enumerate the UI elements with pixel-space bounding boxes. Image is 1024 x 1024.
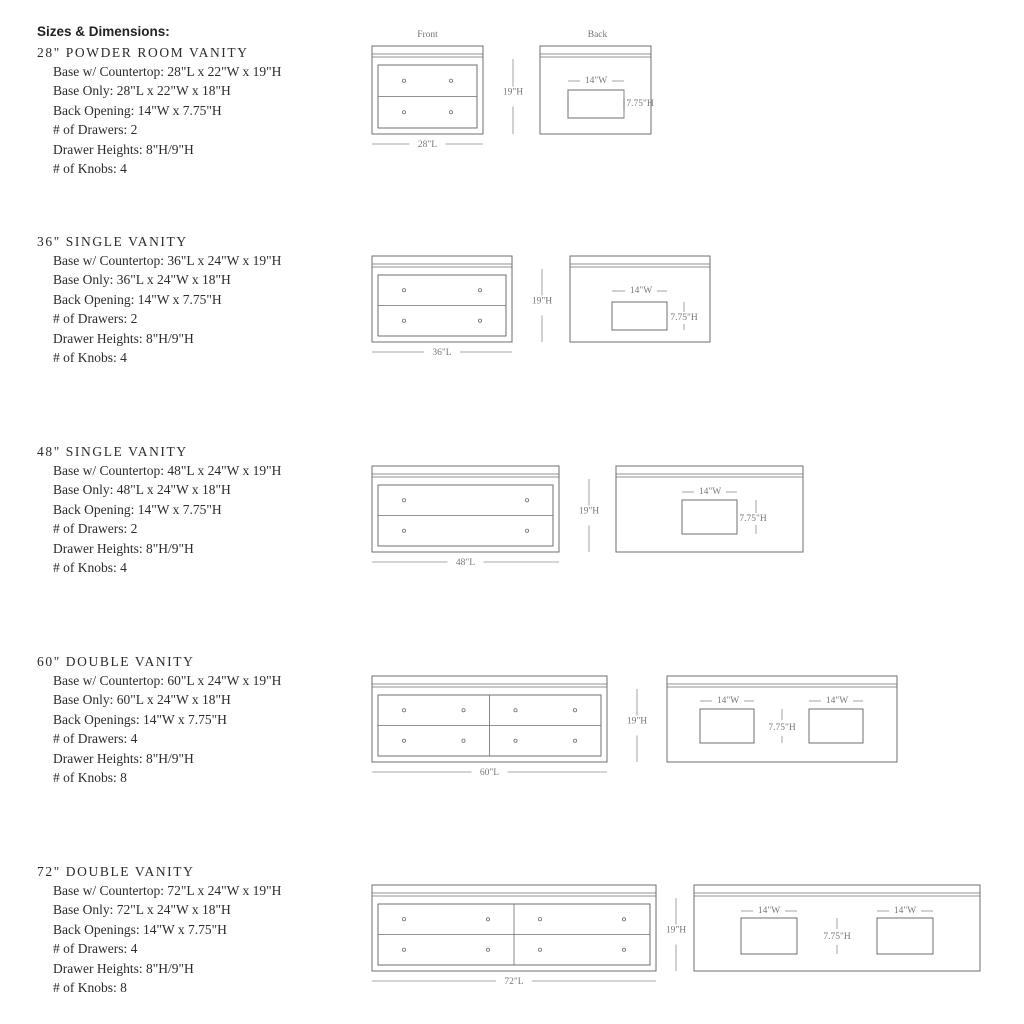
front-outline (372, 885, 656, 971)
drawer-knob (538, 918, 541, 921)
back-opening (809, 709, 863, 743)
spec-base-only: Base Only: 60"L x 24"W x 18"H (53, 692, 231, 708)
spec-back-opening: Back Opening: 14"W x 7.75"H (53, 291, 222, 307)
front-outline (372, 466, 559, 552)
opening-height-dimension (823, 918, 851, 954)
length-dimension (372, 348, 512, 358)
drawer-knob (538, 948, 541, 951)
vanity-title: 48" SINGLE VANITY (37, 444, 188, 459)
back-view-label: Back (587, 30, 608, 41)
vanity-drawing-3 (372, 466, 803, 568)
spec-drawer-count: # of Drawers: 4 (53, 941, 138, 957)
vanity-section (37, 232, 281, 367)
spec-list (37, 62, 281, 178)
front-outline (372, 256, 512, 342)
drawer-knob (449, 79, 452, 82)
drawer-knob (402, 79, 405, 82)
vanity-section (37, 43, 281, 178)
spec-knob-count: # of Knobs: 4 (53, 350, 127, 366)
vanity-section (37, 862, 281, 997)
spec-base-only: Base Only: 48"L x 24"W x 18"H (53, 482, 231, 498)
front-view (372, 676, 607, 762)
spec-drawer-heights: Drawer Heights: 8"H/9"H (53, 141, 194, 157)
length-label: 28"L (417, 140, 438, 151)
opening-height-dimension (624, 90, 654, 118)
vanity-drawing-4 (372, 676, 897, 778)
spec-knob-count: # of Knobs: 8 (53, 770, 127, 786)
opening-width-label: 14"W (584, 76, 608, 87)
opening-height-dimension (670, 302, 698, 330)
opening-height-label: 7.75"H (739, 514, 767, 525)
front-view (372, 46, 483, 134)
back-opening (612, 302, 667, 330)
spec-base-only: Base Only: 36"L x 24"W x 18"H (53, 272, 231, 288)
back-view (570, 256, 710, 342)
spec-base-with-countertop: Base w/ Countertop: 28"L x 22"W x 19"H (53, 64, 282, 79)
drawer-knob (402, 499, 405, 502)
front-view (372, 256, 512, 342)
height-label: 19"H (626, 716, 648, 727)
drawer-knob (462, 709, 465, 712)
vanity-section (37, 652, 281, 787)
spec-drawer-heights: Drawer Heights: 8"H/9"H (53, 960, 194, 976)
drawer-knob (525, 529, 528, 532)
height-dimension (579, 479, 599, 552)
height-dimension (666, 898, 686, 971)
drawer-knob (525, 499, 528, 502)
back-outline (616, 466, 803, 552)
drawer-knob (478, 289, 481, 292)
vanity-title: 72" DOUBLE VANITY (37, 864, 195, 879)
back-view (540, 46, 654, 134)
spec-list (37, 671, 281, 787)
spec-drawer-heights: Drawer Heights: 8"H/9"H (53, 330, 194, 346)
opening-height-label: 7.75"H (670, 313, 698, 324)
spec-knob-count: # of Knobs: 8 (53, 980, 127, 996)
opening-height-label: 7.75"H (768, 723, 796, 734)
front-view (372, 885, 656, 971)
back-opening (741, 918, 797, 954)
drawer-knob (402, 739, 405, 742)
vanity-title: 60" DOUBLE VANITY (37, 654, 195, 669)
vanity-drawing-1 (372, 30, 654, 150)
vanity-title: 28" POWDER ROOM VANITY (37, 45, 249, 60)
drawer-knob (622, 948, 625, 951)
opening-height-dimension (768, 709, 796, 743)
drawer-frame (378, 485, 553, 546)
drawer-knob (514, 709, 517, 712)
opening-width-label: 14"W (629, 286, 653, 297)
drawer-frame (378, 695, 601, 756)
spec-base-with-countertop: Base w/ Countertop: 72"L x 24"W x 19"H (53, 883, 282, 898)
spec-list (37, 881, 281, 997)
height-dimension (627, 689, 647, 762)
length-dimension (372, 558, 559, 568)
drawer-knob (573, 739, 576, 742)
drawer-knob (486, 948, 489, 951)
length-dimension (372, 140, 483, 150)
drawer-knob (573, 709, 576, 712)
height-dimension (532, 269, 552, 342)
opening-width-label: 14"W (716, 696, 740, 707)
back-outline (667, 676, 897, 762)
drawer-knob (514, 739, 517, 742)
length-label: 36"L (432, 348, 452, 359)
spec-drawer-count: # of Drawers: 2 (53, 521, 138, 537)
spec-drawer-count: # of Drawers: 2 (53, 311, 138, 327)
opening-width-dimension (682, 487, 737, 497)
height-label: 19"H (531, 296, 553, 307)
opening-width-label: 14"W (757, 906, 781, 917)
opening-width-label: 14"W (893, 906, 917, 917)
length-label: 48"L (455, 558, 476, 569)
opening-height-label: 7.75"H (626, 99, 654, 110)
opening-width-dimension (700, 696, 754, 706)
length-label: 60"L (479, 768, 500, 779)
opening-width-dimension (877, 906, 933, 916)
height-dimension (503, 59, 523, 134)
spec-back-opening: Back Openings: 14"W x 7.75"H (53, 921, 227, 937)
spec-base-with-countertop: Base w/ Countertop: 48"L x 24"W x 19"H (53, 463, 282, 478)
drawer-knob (402, 319, 405, 322)
vanity-drawing-2 (372, 256, 710, 358)
drawer-knob (486, 918, 489, 921)
spec-drawer-count: # of Drawers: 2 (53, 122, 138, 138)
spec-knob-count: # of Knobs: 4 (53, 161, 127, 177)
height-label: 19"H (665, 925, 687, 936)
opening-width-dimension (612, 286, 667, 296)
spec-drawer-heights: Drawer Heights: 8"H/9"H (53, 540, 194, 556)
spec-drawer-heights: Drawer Heights: 8"H/9"H (53, 750, 194, 766)
spec-back-opening: Back Opening: 14"W x 7.75"H (53, 501, 222, 517)
length-dimension (372, 768, 607, 778)
spec-drawer-count: # of Drawers: 4 (53, 731, 138, 747)
drawer-frame (378, 65, 477, 128)
back-outline (540, 46, 651, 134)
opening-width-dimension (568, 76, 624, 86)
opening-width-label: 14"W (825, 696, 849, 707)
back-view (616, 466, 803, 552)
opening-width-dimension (809, 696, 863, 706)
vanity-title: 36" SINGLE VANITY (37, 234, 188, 249)
height-label: 19"H (502, 87, 524, 98)
spec-back-opening: Back Opening: 14"W x 7.75"H (53, 102, 222, 118)
drawer-frame (378, 904, 650, 965)
vanity-drawing-5 (372, 885, 980, 987)
length-dimension (372, 977, 656, 987)
back-opening (682, 500, 737, 534)
drawer-knob (402, 948, 405, 951)
drawer-knob (462, 739, 465, 742)
drawer-knob (402, 289, 405, 292)
front-view (372, 466, 559, 552)
spec-base-only: Base Only: 28"L x 22"W x 18"H (53, 83, 231, 99)
back-opening (568, 90, 624, 118)
back-opening (700, 709, 754, 743)
spec-knob-count: # of Knobs: 4 (53, 560, 127, 576)
front-outline (372, 46, 483, 134)
drawer-frame (378, 275, 506, 336)
vanity-section (37, 442, 281, 577)
back-opening (877, 918, 933, 954)
spec-base-with-countertop: Base w/ Countertop: 36"L x 24"W x 19"H (53, 253, 282, 268)
page-heading: Sizes & Dimensions: (37, 24, 170, 39)
back-outline (694, 885, 980, 971)
spec-back-opening: Back Openings: 14"W x 7.75"H (53, 711, 227, 727)
spec-list (37, 461, 281, 577)
length-label: 72"L (504, 977, 524, 988)
drawer-knob (449, 111, 452, 114)
back-outline (570, 256, 710, 342)
opening-width-dimension (741, 906, 797, 916)
drawer-knob (402, 111, 405, 114)
drawer-knob (622, 918, 625, 921)
opening-width-label: 14"W (698, 487, 722, 498)
spec-base-only: Base Only: 72"L x 24"W x 18"H (53, 902, 231, 918)
opening-height-dimension (739, 500, 767, 534)
spec-base-with-countertop: Base w/ Countertop: 60"L x 24"W x 19"H (53, 673, 282, 688)
height-label: 19"H (578, 506, 600, 517)
drawer-knob (402, 529, 405, 532)
drawer-knob (402, 709, 405, 712)
opening-height-label: 7.75"H (823, 932, 851, 943)
back-view (694, 885, 980, 971)
back-view (667, 676, 897, 762)
drawer-knob (402, 918, 405, 921)
front-view-label: Front (417, 30, 438, 41)
spec-list (37, 251, 281, 367)
front-outline (372, 676, 607, 762)
drawer-knob (478, 319, 481, 322)
